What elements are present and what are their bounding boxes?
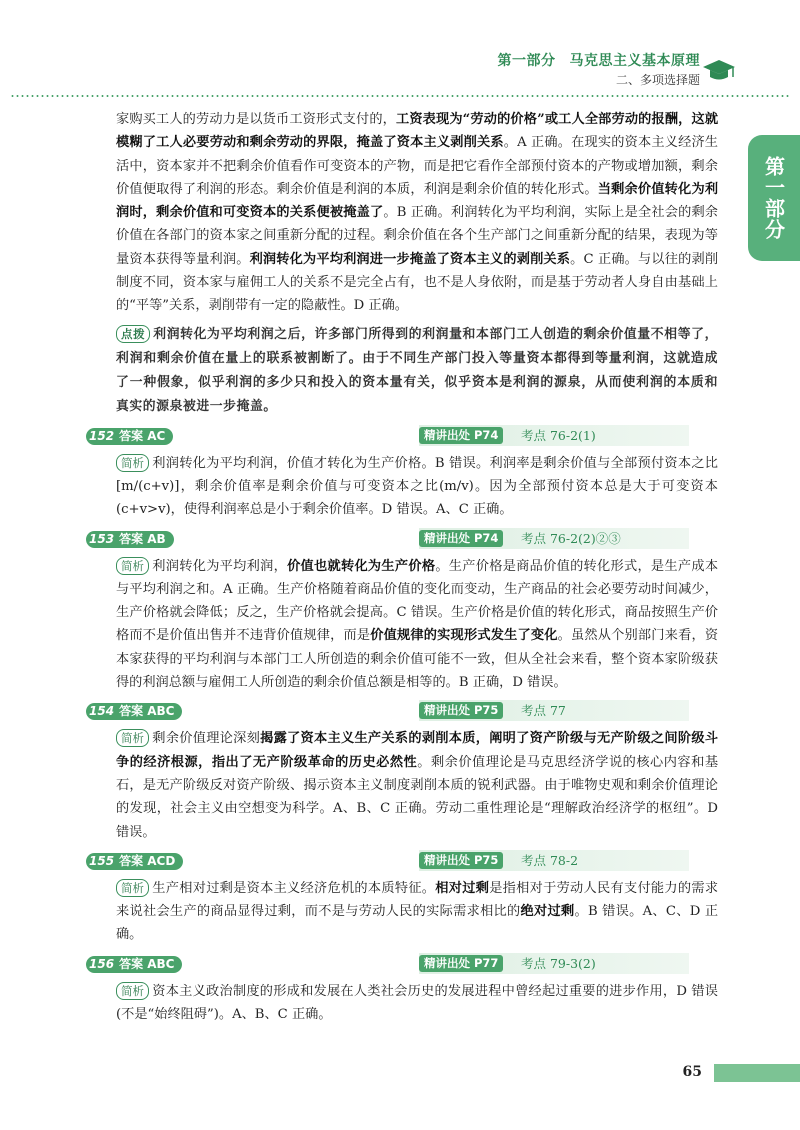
bold-span: 工资表现为“劳动的价格”或工人全部劳动的报酬，这就模糊了工人必要劳动和剩余劳动的界限，掩盖了资本主义剥削关系	[116, 112, 719, 151]
header-divider	[10, 95, 790, 97]
analysis-155	[116, 877, 718, 947]
kaodian-label: 考点 76-2(1)	[521, 427, 596, 443]
side-tab-label: 第一部分	[761, 156, 786, 240]
text-span: 。生产价格是商品价值的转化形式，是生产成本与平均利润之和。A 正确。生产价格随着商品价值的变化而变动，生产商品的社会必要劳动时间减少，生产价格就会降低；反之，生产价格就会提高。C 错误。生产价格是价值的转化形式，商品按照生产价格而不是价值出售并不违背价值规律，而是	[116, 558, 719, 644]
analysis-tag: 简析	[116, 557, 149, 575]
analysis-153	[116, 555, 718, 695]
analysis-tag: 简析	[116, 729, 149, 747]
page-number: 65	[682, 1064, 702, 1080]
question-number: 156	[89, 956, 115, 971]
text-span: 。虽然从个别部门来看，资本家获得的平均利润与本部门工人所创造的剩余价值可能不一致，但从全社会来看，整个资本家阶级获得的利润总额与雇佣工人所创造的剩余价值总额是相等的。B 正确，D 错误。	[116, 628, 719, 691]
tip-paragraph	[116, 323, 718, 419]
analysis-tag: 简析	[116, 879, 149, 897]
answer-badge	[86, 853, 183, 870]
bold-span: 价值也就转化为生产价格	[287, 558, 436, 574]
intro-paragraph	[116, 108, 718, 318]
reference-label: 精讲出处 P74	[419, 530, 503, 547]
text-span: 家购买工人的劳动力是以货币工资形式支付的，	[116, 112, 397, 127]
text-span: 。B 正确。利润转化为平均利润，实际上是全社会的剩余价值在各部门的资本家之间重新分配的过程。剩余价值在各个生产部门之间重新分配的结果，表现为等量资本获得等量利润。	[116, 205, 718, 267]
answer-badge	[86, 531, 174, 548]
question-number: 152	[89, 428, 115, 443]
answer-text: 答案 AC	[119, 428, 166, 443]
analysis-tag: 简析	[116, 982, 149, 1000]
bold-span: 利润转化为平均利润进一步掩盖了资本主义的剥削关系	[249, 251, 571, 267]
bold-span: 相对过剩	[435, 880, 490, 896]
kaodian-label: 考点 79-3(2)	[521, 955, 596, 971]
main-content	[89, 108, 719, 1026]
header-title	[498, 50, 701, 70]
text-span: 。C 正确。与以往的剥削制度不同，资本家与雇佣工人的关系不是完全占有，也不是人身依附，而是基于劳动者人身自由基础上的“平等”关系，剥削带有一定的隐蔽性。D 正确。	[116, 251, 719, 314]
kaodian-label: 考点 77	[521, 703, 566, 719]
text-span: 。B 错误。A、C、D 正确。	[116, 904, 719, 943]
answer-row-152	[86, 425, 718, 449]
reference-label: 精讲出处 P77	[419, 955, 503, 972]
answer-text: 答案 AB	[119, 531, 166, 546]
header-part: 第一部分	[497, 53, 556, 69]
answer-text: 答案 ACD	[119, 853, 176, 868]
bold-span: 当剩余价值转化为利润时，剩余价值和可变资本的关系便被掩盖了	[116, 181, 719, 221]
reference-bar	[419, 425, 689, 446]
text-span: 生产相对过剩是资本主义经济危机的本质特征。	[152, 880, 436, 896]
page-header	[0, 0, 800, 95]
answer-badge	[86, 703, 182, 720]
tip-text: 利润转化为平均利润之后，许多部门所得到的利润量和本部门工人创造的剩余价值量不相等了，利润和剩余价值在量上的联系被割断了。由于不同生产部门投入等量资本都得到等量利润，这就造成了一种假象，似乎利润的多少只和投入的资本量有关，似乎资本是利润的源泉，从而使利润的本质和真实的源泉被进一步掩盖。	[116, 326, 718, 414]
kaodian-label: 考点 76-2(2)②③	[521, 530, 621, 546]
analysis-tag: 简析	[116, 454, 149, 472]
bold-span: 揭露了资本主义生产关系的剥削本质，阐明了资产阶级与无产阶级之间阶级斗争的经济根源，指出了无产阶级革命的历史必然性	[116, 731, 719, 770]
side-tab	[748, 135, 800, 261]
bold-span: 价值规律的实现形式发生了变化	[370, 628, 558, 644]
answer-row-155	[86, 850, 718, 874]
reference-bar	[419, 850, 689, 871]
header-subtitle: 二、多项选择题	[615, 73, 700, 87]
analysis-152	[116, 452, 718, 522]
text-span: 利润转化为平均利润，价值才转化为生产价格。B 错误。利润率是剩余价值与全部预付资本之比[m/(c+v)]，剩余价值率是剩余价值与可变资本之比(m/v)。因为全部预付资本总是大于可变资本(c+v>v)，使得利润率总是小于剩余价值率。D 错误。A、C 正确。	[116, 455, 718, 518]
reference-bar	[419, 528, 689, 549]
reference-bar	[419, 700, 689, 721]
text-span: 剩余价值理论深刻	[152, 731, 261, 747]
analysis-154	[116, 727, 718, 843]
answer-row-153	[86, 528, 718, 552]
graduation-cap-icon	[702, 58, 736, 84]
answer-text: 答案 ABC	[119, 704, 175, 719]
tip-tag: 点拨	[116, 325, 150, 343]
answer-badge	[86, 428, 173, 445]
header-title-text: 马克思主义基本原理	[569, 53, 700, 69]
kaodian-label: 考点 78-2	[521, 852, 579, 868]
text-span: 是指相对于劳动人民有支付能力的需求来说社会生产的商品显得过剩，而不是与劳动人民的实际需求相比的	[116, 880, 719, 920]
reference-label: 精讲出处 P75	[419, 702, 503, 719]
text-span: 资本主义政治制度的形成和发展在人类社会历史的发展进程中曾经起过重要的进步作用，D 错误(不是“始终阻碍”)。A、B、C 正确。	[116, 983, 718, 1023]
answer-row-156	[86, 953, 718, 977]
text-span: 。A 正确。在现实的资本主义经济生活中，资本家并不把剩余价值看作可变资本的产物，而是把它看作全部预付资本的产物或增加额，剩余价值便取得了利润的形态。剩余价值是利润的本质，利润是剩余价值的转化形式。	[116, 135, 718, 197]
bold-span: 绝对过剩	[520, 904, 575, 920]
reference-label: 精讲出处 P74	[419, 427, 503, 444]
text-span: 。剩余价值理论是马克思经济学说的核心内容和基石，是无产阶级反对资产阶级、揭示资本主义制度剥削本质的锐利武器。由于唯物史观和剩余价值理论的发现，社会主义由空想变为科学。A、B、C 正确。劳动二重性理论是“理解政治经济学的枢纽”。D 错误。	[116, 754, 719, 840]
answer-badge	[86, 956, 182, 973]
page-number-bar	[714, 1064, 800, 1082]
question-number: 153	[89, 531, 115, 546]
reference-label: 精讲出处 P75	[419, 852, 503, 869]
analysis-156	[116, 980, 718, 1027]
question-number: 155	[89, 853, 115, 868]
question-number: 154	[89, 704, 115, 719]
answer-text: 答案 ABC	[119, 956, 175, 971]
answer-row-154	[86, 700, 718, 724]
reference-bar	[419, 953, 689, 974]
text-span: 利润转化为平均利润，	[152, 558, 288, 574]
